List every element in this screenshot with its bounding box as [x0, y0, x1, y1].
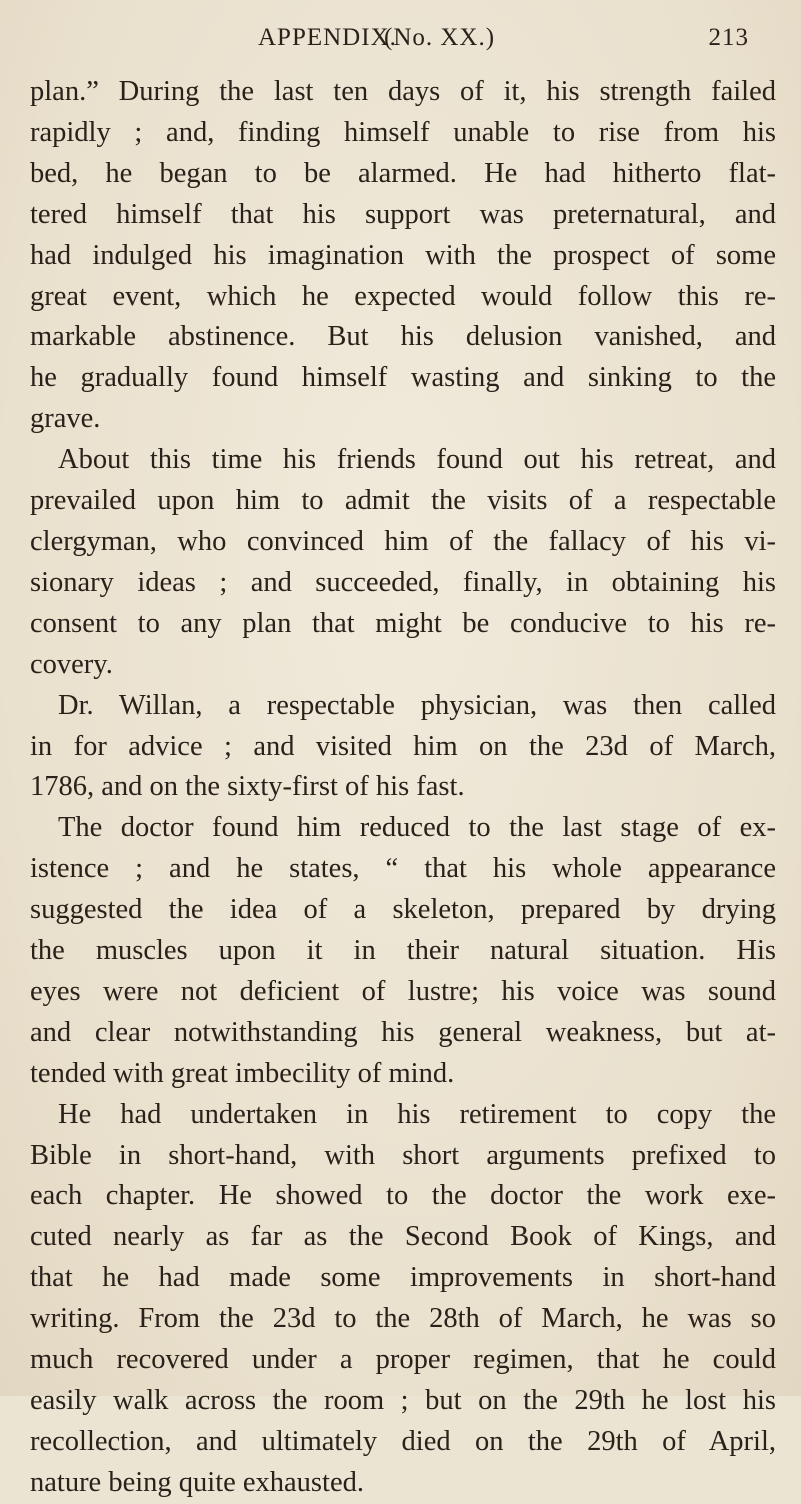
text-line: About this time his friends found out his retreat, and: [58, 444, 776, 476]
page-header: [0, 20, 801, 60]
text-line: writing. From the 23d to the 28th of March, he was so: [30, 1303, 776, 1335]
text-line: great event, which he expected would follow this re-: [30, 280, 776, 312]
text-line: tended with great imbecility of mind.: [30, 1057, 455, 1089]
text-line: 1786, and on the sixty-first of his fast.: [30, 771, 465, 803]
text-line: eyes were not deficient of lustre; his voice was sound: [30, 975, 776, 1007]
text-line: covery.: [30, 648, 113, 680]
running-title: APPENDIX.: [258, 24, 397, 51]
page-number: 213: [708, 24, 749, 51]
text-line: The doctor found him reduced to the last stage of ex-: [58, 812, 776, 844]
text-line: he gradually found himself wasting and sinking to the: [30, 362, 776, 394]
text-line: istence ; and he states, “ that his whole appearance: [30, 853, 776, 885]
text-line: consent to any plan that might be conducive to his re-: [30, 607, 776, 639]
text-line: cuted nearly as far as the Second Book of Kings, and: [30, 1221, 776, 1253]
text-line: that he had made some improvements in short-hand: [30, 1262, 776, 1294]
text-line: prevailed upon him to admit the visits of a respectable: [30, 485, 776, 517]
text-line: in for advice ; and visited him on the 23d of March,: [30, 730, 776, 762]
text-line: clergyman, who convinced him of the fallacy of his vi-: [30, 525, 776, 557]
text-line: the muscles upon it in their natural situation. His: [30, 935, 776, 967]
text-line: and clear notwithstanding his general weakness, but at-: [30, 1016, 776, 1048]
text-line: tered himself that his support was preternatural, and: [30, 198, 776, 230]
text-line: grave.: [30, 403, 101, 435]
text-line: easily walk across the room ; but on the 29th he lost his: [30, 1385, 776, 1416]
text-line: each chapter. He showed to the doctor the work exe-: [30, 1180, 776, 1212]
text-line: had indulged his imagination with the prospect of some: [30, 239, 776, 271]
text-line: bed, he began to be alarmed. He had hitherto flat-: [30, 157, 776, 189]
text-line: He had undertaken in his retirement to copy the: [58, 1098, 776, 1130]
text-line: suggested the idea of a skeleton, prepared by drying: [30, 894, 776, 926]
text-line: markable abstinence. But his delusion vanished, and: [30, 321, 776, 353]
section-number: (No. XX.): [384, 24, 496, 51]
text-line: Dr. Willan, a respectable physician, was then called: [58, 689, 776, 721]
body-text: [30, 72, 776, 1504]
text-line: recollection, and ultimately died on the 29th of April,: [30, 1425, 776, 1457]
text-line: nature being quite exhausted.: [30, 1466, 364, 1498]
text-line: rapidly ; and, finding himself unable to rise from his: [30, 116, 776, 148]
text-line: sionary ideas ; and succeeded, finally, in obtaining his: [30, 566, 776, 598]
text-line: much recovered under a proper regimen, that he could: [30, 1344, 776, 1376]
text-line: Bible in short-hand, with short arguments prefixed to: [30, 1139, 776, 1171]
text-line: plan.” During the last ten days of it, his strength failed: [30, 76, 776, 107]
